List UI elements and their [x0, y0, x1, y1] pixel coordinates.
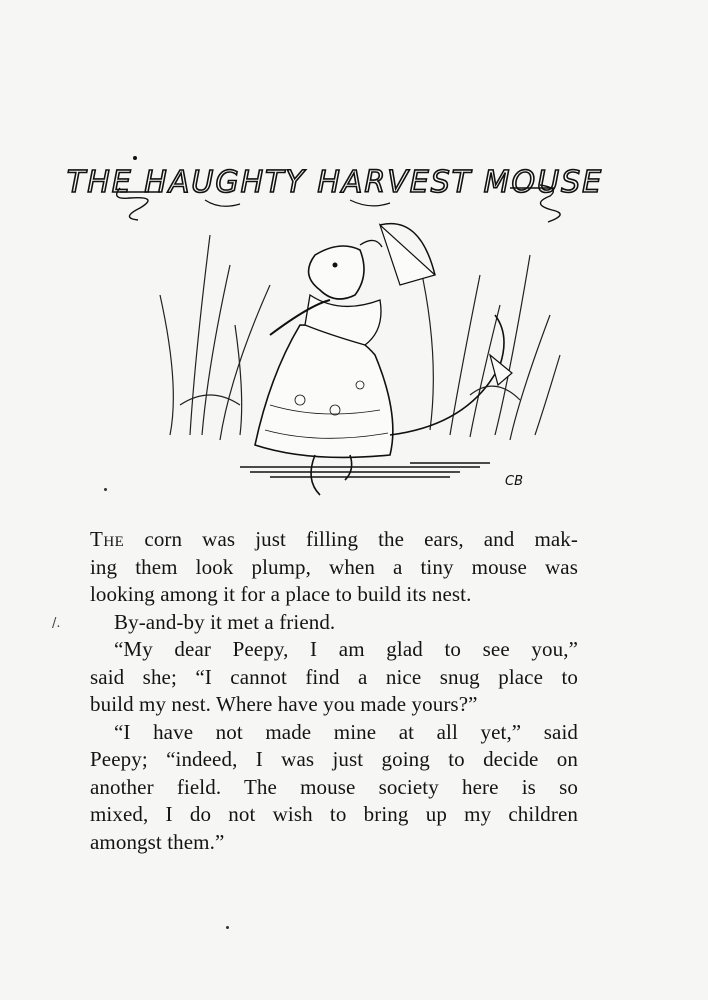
text-line: another field. The mouse society here is so: [90, 774, 578, 799]
text-line: By-and-by it met a friend.: [114, 609, 336, 634]
text-line: ing them look plump, when a tiny mouse was: [90, 554, 578, 579]
lead-word: The: [90, 527, 125, 551]
paragraph-3: [90, 636, 578, 719]
mouse-head: [309, 246, 364, 299]
text-line: amongst them.”: [90, 829, 225, 854]
mouse-illustration: [150, 205, 570, 505]
artist-signature: CB: [505, 474, 523, 489]
text-line: said she; “I cannot find a nice snug place to: [90, 664, 578, 689]
paragraph-2: [90, 609, 578, 637]
margin-mark: /.: [52, 616, 61, 631]
ink-speck: [104, 488, 107, 491]
text-line: “My dear Peepy, I am glad to see you,”: [114, 637, 578, 661]
text-line: looking among it for a place to build its nest.: [90, 582, 472, 606]
story-text: [90, 526, 578, 856]
title-lettering: THE HAUGHTY HARVEST MOUSE: [66, 165, 604, 200]
ground-hatching: [240, 463, 490, 477]
mouse-tail: [390, 315, 504, 435]
text-line: “I have not made mine at all yet,” said: [114, 719, 578, 744]
text-line: Peepy; “indeed, I was just going to decide on: [90, 747, 578, 771]
text-line: build my nest. Where have you made yours?”: [90, 692, 478, 716]
text-line: The corn was just filling the ears, and mak-: [90, 527, 578, 551]
text-line: mixed, I do not wish to bring up my children: [90, 802, 578, 826]
paragraph-4: [90, 719, 578, 857]
dress: [255, 325, 393, 457]
ink-speck: [226, 926, 229, 929]
paragraph-1: [90, 526, 578, 609]
